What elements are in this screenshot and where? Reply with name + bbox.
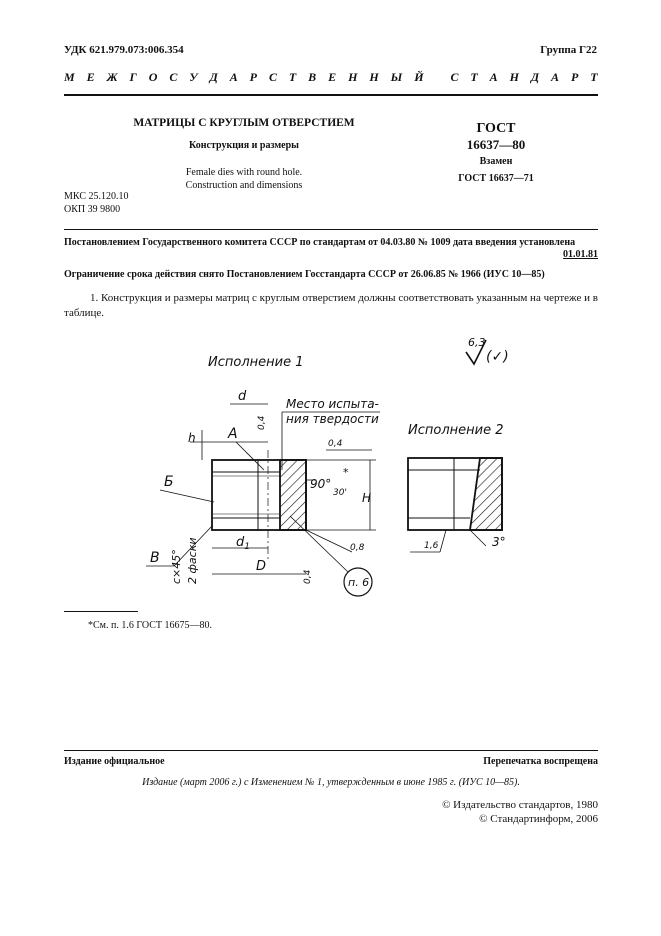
banner-letter: М [64, 70, 75, 84]
copyright-1: © Издательство стандартов, 1980 [442, 799, 598, 811]
reprint-prohibited: Перепечатка воспрещена [483, 756, 598, 767]
banner-letter: С [169, 70, 178, 84]
header-rule [64, 94, 598, 96]
banner-letter: С [450, 70, 459, 84]
roughness-04-a: 0,4 [257, 415, 267, 430]
udk-code: УДК 621.979.073:006.354 [64, 44, 184, 56]
gost-number-block [438, 121, 554, 184]
test-place-line-1: Место испыта- [286, 397, 379, 411]
banner-letter: Й [414, 70, 424, 84]
banner-letter: О [148, 70, 158, 84]
dim-d1-label: $d_1$ [236, 535, 250, 552]
dim-h-label: h [188, 431, 196, 445]
replaces-label: Взамен [479, 156, 513, 167]
roughness-paren: (✓) [486, 349, 509, 365]
version-1-section [212, 450, 306, 560]
dim-H-label: H [362, 491, 372, 505]
version-1-title: Исполнение 1 [208, 355, 304, 370]
limitation-text: Ограничение срока действия снято Постановлением Госстандарта СССР от 26.06.85 № 1966 (ИУС 10—85) [64, 269, 545, 280]
test-place-line-2: ния твердости [286, 412, 379, 426]
banner-letter: Е [86, 70, 95, 84]
chamfer-count: 2 фаски [186, 537, 199, 584]
chamfer-label: c×45° [170, 549, 183, 584]
decree-date: 01.01.81 [563, 249, 598, 260]
footnote: *См. п. 1.6 ГОСТ 16675—80. [88, 620, 213, 631]
banner-letter: У [189, 70, 198, 84]
taper-angle: 3° [492, 535, 506, 549]
banner-letter: Е [328, 70, 337, 84]
decree-rule [64, 229, 598, 230]
banner-letter: Р [571, 70, 579, 84]
standard-subtitle-ru: Конструкция и размеры [189, 140, 299, 151]
replaces-gost: ГОСТ 16637—71 [458, 173, 534, 184]
banner-letter [436, 70, 439, 85]
banner-letter: С [268, 70, 277, 84]
roughness-16: 1,6 [424, 541, 439, 551]
mks-code: МКС 25.120.10 [64, 191, 129, 202]
dim-D-label: D [256, 559, 267, 574]
paragraph-1: 1. Конструкция и размеры матриц с круглым отверстием должны соответствовать указанным на чертеже и в таблице. [64, 292, 598, 319]
banner-letter: Д [530, 70, 540, 84]
version-2-title: Исполнение 2 [408, 423, 504, 438]
footnote-rule [64, 611, 138, 612]
official-edition: Издание официальное [64, 756, 165, 767]
interstate-standard-banner [64, 70, 598, 85]
angle-tolerance: 30' [333, 488, 347, 498]
dim-d-label: d [238, 389, 247, 404]
banner-letter: Г [129, 70, 137, 84]
title-en-line-1: Female dies with round hole. [185, 167, 303, 178]
note-reference: п. 6 [348, 576, 370, 589]
okp-code: ОКП 39 9800 [64, 204, 121, 215]
banner-letter: А [551, 70, 560, 84]
version-2-section [408, 458, 502, 530]
roughness-08: 0,8 [350, 543, 365, 553]
banner-letter: Н [348, 70, 358, 84]
standard-title-en [64, 166, 424, 192]
roughness-04-c: 0,4 [303, 569, 313, 584]
banner-letter: Ж [106, 70, 118, 84]
banner-letter: Т [470, 70, 478, 84]
banner-letter: Р [249, 70, 257, 84]
banner-letter: А [489, 70, 498, 84]
copyright-2: © Стандартинформ, 2006 [479, 813, 598, 825]
classification-codes [64, 190, 128, 216]
banner-letter: А [229, 70, 238, 84]
banner-letter: Ы [390, 70, 403, 84]
banner-letter: Т [288, 70, 297, 84]
gost-label: ГОСТ [476, 121, 516, 136]
banner-letter: Т [590, 70, 598, 84]
view-v-label: В [150, 550, 160, 566]
standard-title-ru: МАТРИЦЫ С КРУГЛЫМ ОТВЕРСТИЕМ [133, 117, 355, 129]
roughness-04-b: 0,4 [328, 439, 343, 449]
footer-rule [64, 750, 598, 751]
angle-asterisk: * [343, 466, 349, 479]
banner-letter: Н [369, 70, 379, 84]
group-code: Группа Г22 [540, 44, 597, 56]
roughness-main-value: 6,3 [468, 336, 486, 349]
banner-letter: Д [209, 70, 218, 84]
banner-letter: В [308, 70, 317, 84]
angle-label: 90° [310, 477, 332, 491]
edition-note: Издание (март 2006 г.) с Изменением № 1, утвержденным в июне 1985 г. (ИУС 10—85). [142, 777, 520, 788]
view-a-label: A [228, 426, 238, 442]
title-en-line-2: Construction and dimensions [185, 180, 303, 191]
view-b-label: Б [164, 474, 174, 490]
banner-letter: Н [509, 70, 519, 84]
gost-number: 16637—80 [466, 137, 526, 152]
die-drawing [140, 330, 540, 600]
decree-text: Постановлением Государственного комитета СССР по стандартам от 04.03.80 № 1009 дата введения установлена [64, 237, 576, 248]
